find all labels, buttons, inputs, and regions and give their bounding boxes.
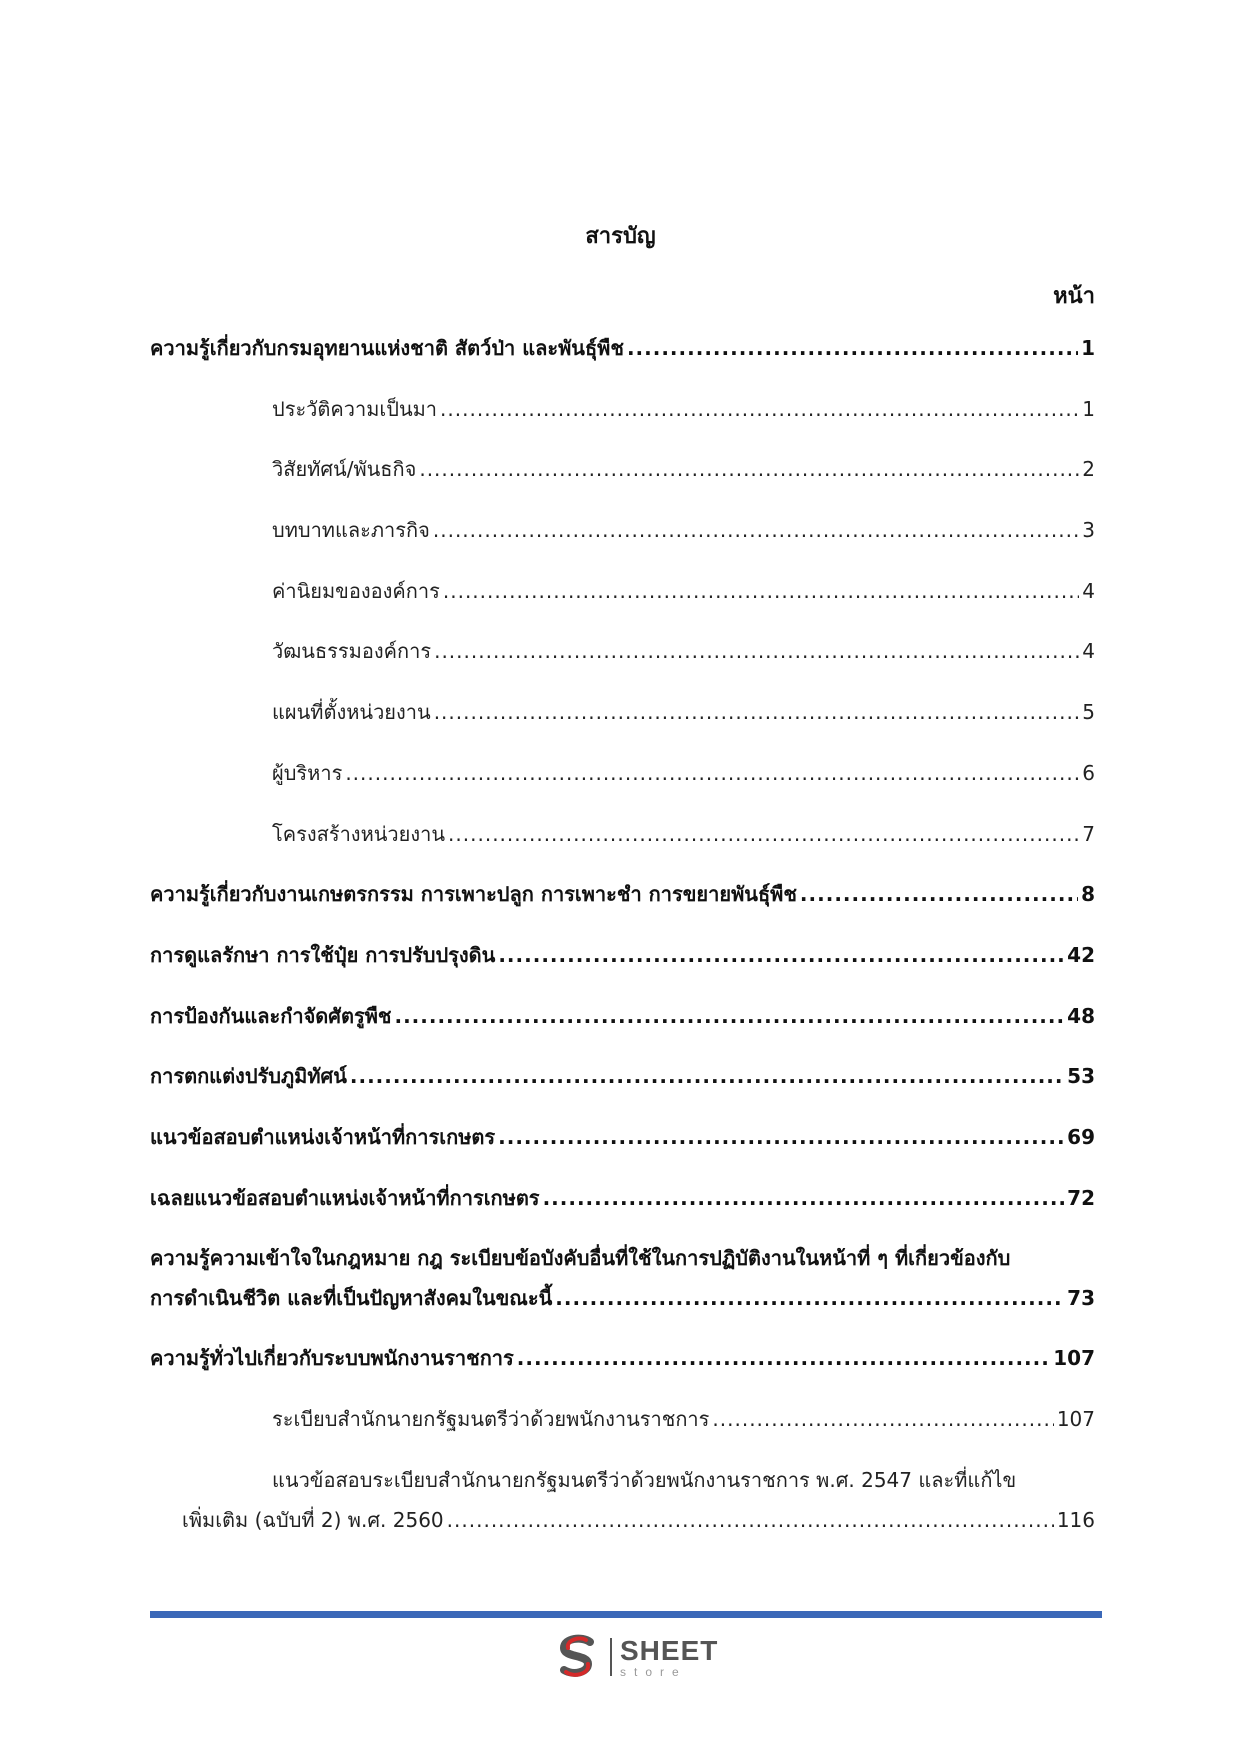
- dot-leader: [448, 822, 1079, 846]
- toc-entry-page: 4: [1082, 639, 1095, 664]
- toc-entry-page: 69: [1067, 1124, 1095, 1149]
- toc-entry-page: 2: [1082, 457, 1095, 482]
- toc-entry-page: 8: [1081, 882, 1095, 907]
- dot-leader: [434, 639, 1079, 663]
- toc-entry-label: ความรู้ทั่วไปเกี่ยวกับระบบพนักงานราชการ: [150, 1346, 514, 1371]
- dot-leader: [543, 1186, 1065, 1210]
- toc-entry-label: ค่านิยมขององค์การ: [272, 578, 440, 603]
- dot-leader: [350, 1064, 1064, 1088]
- toc-entry[interactable]: [150, 332, 1095, 393]
- logo-word: SHEET: [620, 1634, 719, 1666]
- sheet-store-s-icon: [552, 1632, 602, 1682]
- dot-leader: [498, 1125, 1064, 1149]
- dot-leader: [498, 943, 1064, 967]
- table-of-contents: [150, 332, 1095, 1564]
- page-column-header: หน้า: [1053, 284, 1095, 309]
- toc-entry[interactable]: [150, 939, 1095, 1000]
- toc-subentry[interactable]: [150, 818, 1095, 879]
- toc-entry-page: 72: [1067, 1185, 1095, 1210]
- toc-entry-label-line2: เพิ่มเติม (ฉบับที่ 2) พ.ศ. 2560: [182, 1507, 444, 1532]
- toc-entry-page: 48: [1067, 1003, 1095, 1028]
- toc-entry-label: แนวข้อสอบตำแหน่งเจ้าหน้าที่การเกษตร: [150, 1124, 496, 1149]
- toc-entry-page: 3: [1082, 518, 1095, 543]
- footer-rule: [150, 1611, 1102, 1618]
- toc-entry-page: 4: [1082, 578, 1095, 603]
- toc-entry-label: บทบาทและภารกิจ: [272, 518, 430, 543]
- dot-leader: [434, 700, 1080, 724]
- toc-subentry-multiline[interactable]: [150, 1464, 1095, 1558]
- logo-text: [620, 1634, 719, 1679]
- dot-leader: [800, 882, 1078, 906]
- toc-entry-label: ระเบียบสำนักนายกรัฐมนตรีว่าด้วยพนักงานราชการ: [272, 1407, 710, 1431]
- dot-leader: [627, 336, 1078, 360]
- dot-leader: [712, 1407, 1053, 1431]
- dot-leader: [433, 518, 1079, 542]
- toc-entry-label: การดูแลรักษา การใช้ปุ๋ย การปรับปรุงดิน: [150, 942, 496, 967]
- toc-subentry[interactable]: [150, 575, 1095, 636]
- toc-entry-label: โครงสร้างหน่วยงาน: [272, 821, 446, 846]
- dot-leader: [345, 761, 1079, 785]
- toc-entry-page: 53: [1067, 1064, 1095, 1089]
- dot-leader: [440, 397, 1079, 421]
- toc-title: สารบัญ: [585, 224, 656, 249]
- toc-subentry[interactable]: [150, 1403, 1095, 1464]
- logo-separator: [610, 1638, 612, 1676]
- toc-entry-label: ประวัติความเป็นมา: [272, 396, 438, 421]
- toc-entry-page: 42: [1067, 942, 1095, 967]
- toc-entry-label: ความรู้เกี่ยวกับงานเกษตรกรรม การเพาะปลูก การเพาะชำ การขยายพันธุ์พืช: [150, 882, 797, 907]
- toc-entry[interactable]: [150, 1182, 1095, 1243]
- toc-entry-page: 1: [1082, 396, 1095, 421]
- toc-entry-label: การตกแต่งปรับภูมิทัศน์: [150, 1064, 347, 1089]
- toc-entry-label: แผนที่ตั้งหน่วยงาน: [272, 700, 431, 725]
- dot-leader: [555, 1286, 1064, 1310]
- toc-entry-page: 107: [1056, 1407, 1095, 1431]
- dot-leader: [517, 1346, 1050, 1370]
- toc-subentry[interactable]: [150, 453, 1095, 514]
- toc-subentry[interactable]: [150, 696, 1095, 757]
- toc-entry-page: 5: [1082, 700, 1095, 725]
- logo-sub: store: [620, 1664, 687, 1679]
- toc-entry-label: วัฒนธรรมองค์การ: [272, 639, 432, 664]
- toc-entry-multiline[interactable]: [150, 1242, 1095, 1336]
- dot-leader: [443, 579, 1079, 603]
- toc-entry-label-line1: แนวข้อสอบระเบียบสำนักนายกรัฐมนตรีว่าด้วยพนักงานราชการ พ.ศ. 2547 และที่แก้ไข: [272, 1467, 1017, 1492]
- toc-entry-page: 107: [1053, 1346, 1095, 1371]
- toc-subentry[interactable]: [150, 393, 1095, 454]
- toc-entry-label: ผู้บริหาร: [272, 760, 343, 785]
- toc-entry-page: 116: [1056, 1507, 1095, 1532]
- toc-entry-page: 73: [1067, 1286, 1095, 1311]
- toc-entry[interactable]: [150, 1060, 1095, 1121]
- dot-leader: [419, 457, 1079, 481]
- toc-entry-label-line2: การดำเนินชีวิต และที่เป็นปัญหาสังคมในขณะนี้: [150, 1286, 553, 1311]
- toc-entry-page: 6: [1082, 760, 1095, 785]
- toc-entry-page: 7: [1082, 821, 1095, 846]
- toc-entry[interactable]: [150, 1000, 1095, 1061]
- toc-subentry[interactable]: [150, 635, 1095, 696]
- toc-entry-label: ความรู้เกี่ยวกับกรมอุทยานแห่งชาติ สัตว์ป่า และพันธุ์พืช: [150, 336, 624, 360]
- toc-subentry[interactable]: [150, 757, 1095, 818]
- dot-leader: [394, 1004, 1064, 1028]
- toc-entry[interactable]: [150, 878, 1095, 939]
- toc-entry-label-line1: ความรู้ความเข้าใจในกฎหมาย กฎ ระเบียบข้อบังคับอื่นที่ใช้ในการปฏิบัติงานในหน้าที่ ๆ ที่เกี่ยวข้องกับ: [150, 1246, 1011, 1271]
- toc-entry-page: 1: [1081, 336, 1095, 360]
- toc-entry[interactable]: [150, 1121, 1095, 1182]
- sheet-store-logo: [552, 1632, 718, 1682]
- dot-leader: [447, 1508, 1054, 1532]
- toc-entry-label: เฉลยแนวข้อสอบตำแหน่งเจ้าหน้าที่การเกษตร: [150, 1185, 540, 1210]
- toc-entry-label: การป้องกันและกำจัดศัตรูพืช: [150, 1003, 392, 1028]
- toc-subentry[interactable]: [150, 514, 1095, 575]
- toc-entry[interactable]: [150, 1342, 1095, 1403]
- toc-entry-label: วิสัยทัศน์/พันธกิจ: [272, 457, 417, 482]
